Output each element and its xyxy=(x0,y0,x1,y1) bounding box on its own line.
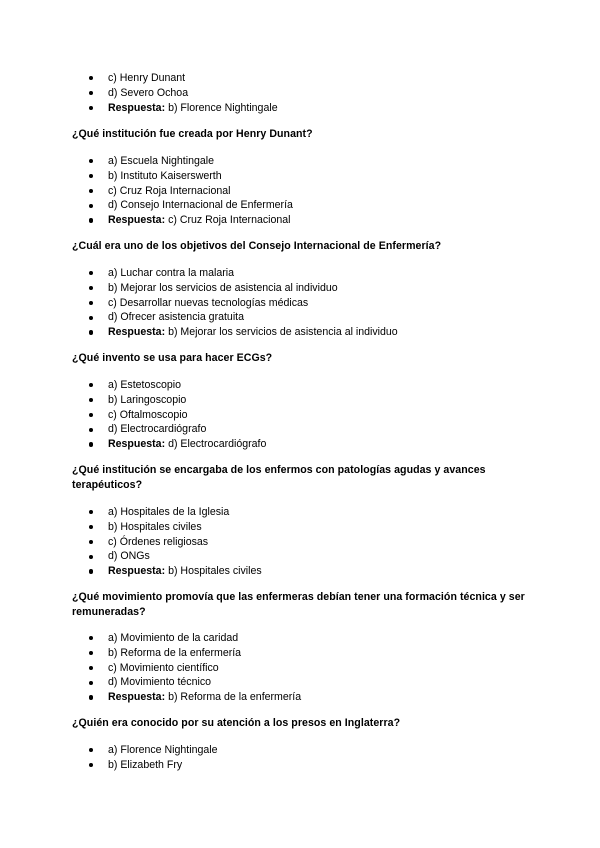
list-item xyxy=(0,310,600,325)
option-text: c) Cruz Roja Internacional xyxy=(108,184,231,197)
option-text: b) Reforma de la enfermería xyxy=(108,646,242,659)
bullet-icon xyxy=(89,271,93,275)
bullet-icon xyxy=(89,748,93,752)
bullet-icon xyxy=(89,398,93,402)
bullet-icon xyxy=(89,525,93,529)
option-text: c) Movimiento científico xyxy=(108,661,219,674)
option-text: b) Mejorar los servicios de asistencia al individuo xyxy=(108,281,338,294)
option-text: d) Ofrecer asistencia gratuita xyxy=(108,311,245,324)
list-item xyxy=(0,661,600,676)
list-item xyxy=(0,549,600,564)
bullet-icon xyxy=(89,159,93,163)
bullet-icon xyxy=(89,666,93,670)
list-item xyxy=(0,393,600,408)
list-item xyxy=(0,408,600,423)
option-text: b) Elizabeth Fry xyxy=(108,758,183,771)
question-options-list xyxy=(0,505,600,579)
list-item xyxy=(0,86,600,101)
answer-text: b) Florence Nightingale xyxy=(168,101,278,114)
question-title: ¿Qué institución fue creada por Henry Dunant? xyxy=(72,128,313,140)
option-text: b) Laringoscopio xyxy=(108,393,187,406)
option-text: a) Movimiento de la caridad xyxy=(108,632,239,644)
option-text: c) Oftalmoscopio xyxy=(108,408,188,421)
bullet-icon xyxy=(89,91,93,95)
list-item xyxy=(0,631,600,646)
question-options-list xyxy=(0,743,600,773)
bullet-icon xyxy=(89,540,93,544)
option-text: a) Estetoscopio xyxy=(108,379,182,391)
bullet-icon xyxy=(89,189,93,193)
bullet-icon xyxy=(89,763,93,767)
list-item xyxy=(0,184,600,199)
bullet-icon xyxy=(89,695,93,699)
answer-text: b) Hospitales civiles xyxy=(168,565,262,578)
option-text: a) Escuela Nightingale xyxy=(108,155,214,167)
list-item xyxy=(0,198,600,213)
bullet-icon xyxy=(89,413,93,417)
list-item xyxy=(0,646,600,661)
option-text: d) Severo Ochoa xyxy=(108,86,189,99)
list-item xyxy=(0,743,600,758)
list-item xyxy=(0,422,600,437)
answer-item xyxy=(0,213,600,228)
option-text: d) ONGs xyxy=(108,550,150,563)
bullet-icon xyxy=(89,330,93,334)
answer-item xyxy=(0,325,600,340)
answer-label: Respuesta: xyxy=(108,214,166,227)
answer-item xyxy=(0,690,600,705)
intro-options-list xyxy=(0,71,600,115)
question-options-list xyxy=(0,631,600,705)
list-item xyxy=(0,266,600,281)
answer-text: c) Cruz Roja Internacional xyxy=(168,214,291,227)
question-title: ¿Cuál era uno de los objetivos del Consejo Internacional de Enfermería? xyxy=(72,240,442,252)
bullet-icon xyxy=(89,286,93,290)
option-text: a) Hospitales de la Iglesia xyxy=(108,506,230,518)
list-item xyxy=(0,378,600,393)
question-options-list xyxy=(0,378,600,452)
option-text: a) Florence Nightingale xyxy=(108,744,218,756)
option-text: c) Órdenes religiosas xyxy=(108,535,209,548)
bullet-icon xyxy=(89,510,93,514)
bullet-icon xyxy=(89,174,93,178)
list-item xyxy=(0,535,600,550)
list-item xyxy=(0,71,600,86)
option-text: d) Consejo Internacional de Enfermería xyxy=(108,199,293,212)
list-item xyxy=(0,758,600,773)
answer-label: Respuesta: xyxy=(108,438,166,451)
answer-label: Respuesta: xyxy=(108,565,166,578)
bullet-icon xyxy=(89,651,93,655)
question-title: ¿Quién era conocido por su atención a los presos en Inglaterra? xyxy=(72,717,401,729)
bullet-icon xyxy=(89,218,93,222)
list-item xyxy=(0,520,600,535)
bullet-icon xyxy=(89,316,93,320)
option-text: a) Luchar contra la malaria xyxy=(108,267,235,279)
answer-label: Respuesta: xyxy=(108,691,166,704)
bullet-icon xyxy=(89,555,93,559)
bullet-icon xyxy=(89,76,93,80)
list-item xyxy=(0,154,600,169)
answer-label: Respuesta: xyxy=(108,101,166,114)
bullet-icon xyxy=(89,636,93,640)
option-text: b) Hospitales civiles xyxy=(108,520,202,533)
list-item xyxy=(0,675,600,690)
bullet-icon xyxy=(89,428,93,432)
answer-text: b) Reforma de la enfermería xyxy=(168,691,302,704)
answer-label: Respuesta: xyxy=(108,326,166,339)
bullet-icon xyxy=(89,301,93,305)
bullet-icon xyxy=(89,106,93,110)
answer-text: d) Electrocardiógrafo xyxy=(168,438,267,451)
question-title: ¿Qué movimiento promovía que las enfermeras debían tener una formación técnica y ser remuneradas? xyxy=(72,591,525,618)
option-text: d) Electrocardiógrafo xyxy=(108,423,207,436)
question-title: ¿Qué invento se usa para hacer ECGs? xyxy=(72,352,273,364)
option-text: c) Desarrollar nuevas tecnologías médicas xyxy=(108,296,309,309)
bullet-icon xyxy=(89,442,93,446)
option-text: d) Movimiento técnico xyxy=(108,676,212,689)
answer-item xyxy=(0,564,600,579)
bullet-icon xyxy=(89,383,93,387)
bullet-icon xyxy=(89,569,93,573)
question-options-list xyxy=(0,154,600,228)
answer-item xyxy=(0,437,600,452)
answer-text: b) Mejorar los servicios de asistencia al individuo xyxy=(168,326,398,339)
list-item xyxy=(0,169,600,184)
option-text: c) Henry Dunant xyxy=(108,72,186,84)
bullet-icon xyxy=(89,204,93,208)
list-item xyxy=(0,505,600,520)
question-title: ¿Qué institución se encargaba de los enfermos con patologías agudas y avances terapéuticos? xyxy=(72,464,486,491)
question-options-list xyxy=(0,266,600,340)
list-item xyxy=(0,296,600,311)
answer-item xyxy=(0,101,600,116)
list-item xyxy=(0,281,600,296)
option-text: b) Instituto Kaiserswerth xyxy=(108,169,222,182)
bullet-icon xyxy=(89,681,93,685)
